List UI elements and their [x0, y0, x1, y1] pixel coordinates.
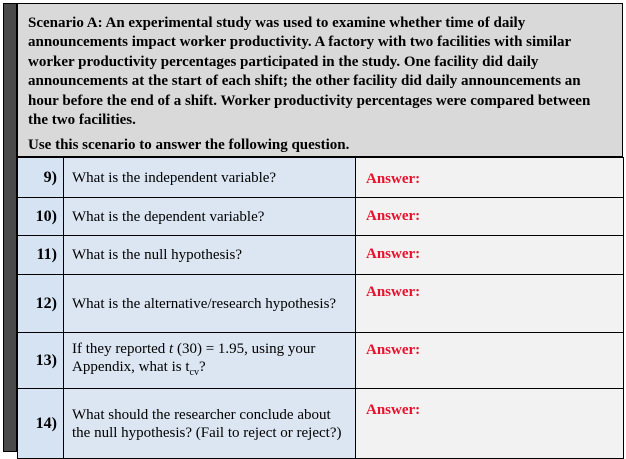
answer-cell[interactable] [356, 389, 624, 459]
answer-label: Answer: [366, 208, 421, 224]
question-text: What is the independent variable? [64, 158, 356, 198]
question-number: 14) [18, 389, 64, 459]
question-number: 12) [18, 275, 64, 333]
question-text: What is the null hypothesis? [64, 236, 356, 275]
question-row [18, 333, 624, 389]
answer-cell[interactable] [356, 236, 624, 275]
answer-label: Answer: [366, 171, 421, 187]
answer-cell[interactable] [356, 275, 624, 333]
question-row [18, 198, 624, 236]
question-number: 10) [18, 198, 64, 236]
question-row [18, 389, 624, 459]
answer-label: Answer: [366, 402, 421, 418]
answer-label: Answer: [366, 284, 421, 300]
question-text: What is the alternative/research hypothesis? [64, 275, 356, 333]
question-row [18, 275, 624, 333]
answer-label: Answer: [366, 246, 421, 262]
question-row [18, 158, 624, 198]
question-table [17, 157, 624, 459]
question-number: 13) [18, 333, 64, 389]
answer-label: Answer: [366, 342, 421, 358]
question-text: If they reported t (30) = 1.95, using your Appendix, what is $t_{cv}$? [64, 333, 356, 389]
scenario-box [17, 3, 623, 157]
left-margin-bar [3, 3, 17, 452]
answer-cell[interactable] [356, 198, 624, 236]
question-row [18, 236, 624, 275]
question-text: What should the researcher conclude about the null hypothesis? (Fail to reject or reject?) [64, 389, 356, 459]
question-number: 9) [18, 158, 64, 198]
question-text: What is the dependent variable? [64, 198, 356, 236]
answer-cell[interactable] [356, 333, 624, 389]
scenario-text: Scenario A: An experimental study was used to examine whether time of daily announcements impact worker productivity. A factory with two facilities with similar worker productivity percentages participated in the study. One facility did daily announcements at the start of each shift; the other facility did daily announcements an hour before the end of a shift. Worker productivity percentages were compared between the two facilities. [28, 15, 591, 129]
question-number: 11) [18, 236, 64, 275]
scenario-instruction: Use this scenario to answer the following question. [28, 137, 350, 154]
answer-cell[interactable] [356, 158, 624, 198]
